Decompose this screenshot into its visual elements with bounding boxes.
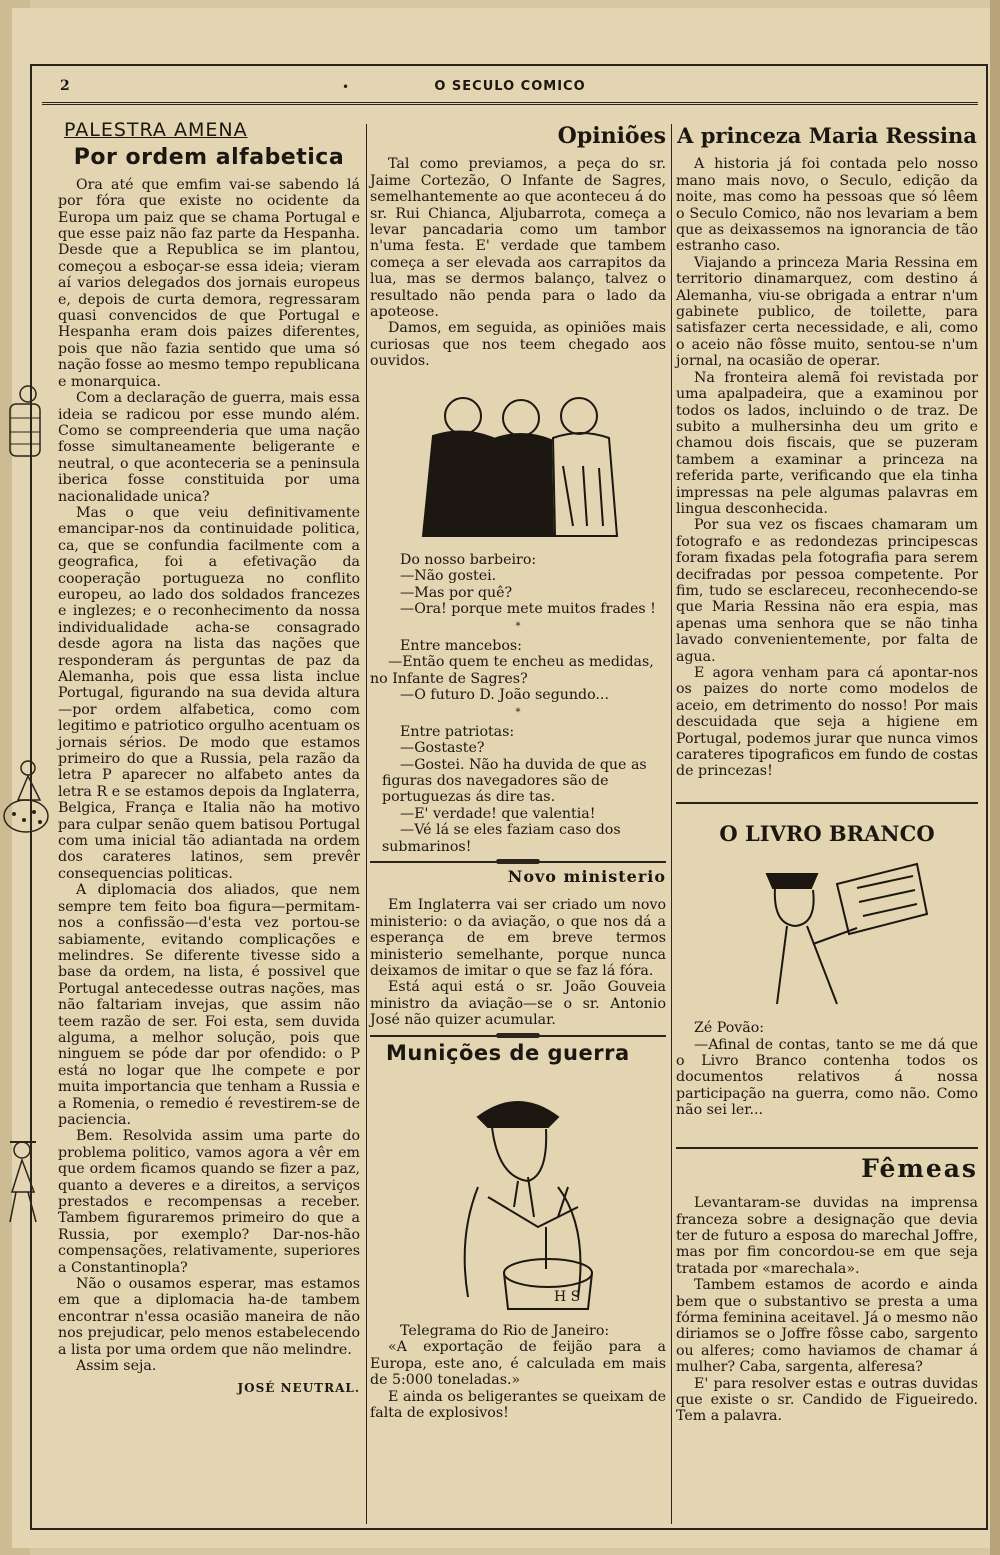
paragraph: A historia já foi contada pelo nosso mano mais novo, o Seculo, edição da noite, mas como ha pessoas que só lêem o Seculo Comico, não nos levariam a bem que as deixassemos na ignorancia de tão estranho caso. bbox=[676, 156, 978, 255]
ze-povao-illustration bbox=[717, 854, 937, 1014]
section-kicker: PALESTRA AMENA bbox=[64, 119, 248, 141]
article-heading-ministerio: Novo ministerio bbox=[507, 867, 666, 886]
paragraph: Assim seja. bbox=[76, 1358, 157, 1375]
dialogue-line: Do nosso barbeiro: bbox=[400, 551, 537, 568]
dancer-doodle-icon bbox=[0, 756, 52, 840]
article-heading-femeas: Fêmeas bbox=[861, 1153, 978, 1183]
dialogue-line: Entre patriotas: bbox=[400, 723, 515, 740]
column-princeza bbox=[676, 123, 978, 1425]
column-palestra bbox=[58, 119, 360, 1397]
dialogue-line: Entre mancebos: bbox=[400, 637, 522, 654]
dialogue-line: —Gostei. Não ha duvida de que as figuras dos navegadores são de portuguezas ás dire tas. bbox=[382, 756, 647, 806]
page-header bbox=[42, 74, 978, 105]
column-rule-2 bbox=[671, 124, 672, 1524]
paragraph: Tambem estamos de acordo e ainda bem que o substantivo se presta a uma fórma feminina aceitavel. Já o mesmo não diriamos se o Joffre fôsse cabo, sargento ou alferes; como haviamos de chamar á mulher? Caba, sargenta, alferesa? bbox=[676, 1277, 978, 1376]
paragraph: Zé Povão: bbox=[694, 1020, 765, 1037]
paragraph: Em Inglaterra vai ser criado um novo ministerio: o da aviação, o que nos dá a esperança de em breve termos ministerio semelhante, porque nunca deixamos de imitar o que se faz lá fóra. bbox=[370, 897, 666, 980]
paragraph: Não o ousamos esperar, mas estamos em que a diplomacia ha-de tambem encontrar n'essa ocasião maneira de não nos prejudicar, pelo menos estabelecendo a lista por uma ordem que não melindre. bbox=[58, 1276, 360, 1358]
article-heading-opinioes: Opiniões bbox=[557, 123, 666, 149]
newspaper-title: O SECULO COMICO bbox=[434, 79, 586, 94]
figure-doodle-icon bbox=[0, 1136, 48, 1226]
article-heading-princeza: A princeza Maria Ressina bbox=[677, 123, 977, 148]
paragraph: «A exportação de feijão para a Europa, este ano, é calculada em mais de 5:000 toneladas.» bbox=[370, 1339, 666, 1389]
paragraph: A diplomacia dos aliados, que nem sempre tem feito boa figura—permitam-nos a confissão—d'esta vez portou-se sabiamente, evitando complicações e melindres. Se diferente tivesse sido a base da ordem, na lista, é possivel que Portugal antecedesse outras nações, mas não faltariam invejas, que assim não teem razão de ser. Foi esta, sem duvida alguma, a melhor solução, pois que ninguem se póde dar por ofendido: o P está no logar que lhe compete e por muita importancia que tenham a Russia e a Romenia, o remedio é revestirem-se de paciencia. bbox=[58, 882, 360, 1128]
paragraph: E' para resolver estas e outras duvidas que existe o sr. Candido de Figueiredo. Tem a palavra. bbox=[676, 1375, 978, 1425]
header-dot: • bbox=[342, 80, 350, 94]
dialogue-line: —E' verdade! que valentia! bbox=[400, 805, 596, 822]
separator-star: * bbox=[515, 707, 521, 719]
barrel-doodle-icon bbox=[4, 382, 48, 460]
paragraph: Tal como previamos, a peça do sr. Jaime Cortezão, O Infante de Sagres, semelhantemente ao que aconteceu á do sr. Rui Chianca, Aljubarrota, começa a levar pancadaria como um tambor n'uma festa. E' verdade que tambem começa a ser elevada aos carrapitos da lua, mas se dermos balanço, talvez o resultado não penda para o lado da apoteose. bbox=[370, 156, 666, 321]
paragraph: Ora até que emfim vai-se sabendo lá por fóra que existe no ocidente da Europa um paiz que se chama Portugal e que esse paiz não faz parte da Hespanha. Desde que a Republica se im plantou, começou a esboçar-se essa ideia; vieram aí varios delegados dos jornais europeus e, depois de curta demora, regressaram quasi convencidos de que Portugal e Hespanha eram dois paizes diferentes, pois que não fazia sentido que uma só nação fosse ao mesmo tempo republicana e monarquica. bbox=[58, 176, 360, 390]
paragraph: Damos, em seguida, as opiniões mais curiosas que nos teem chegado aos ouvidos. bbox=[370, 320, 666, 370]
dialogue-line: —Então quem te encheu as medidas, no Infante de Sagres? bbox=[370, 654, 654, 687]
section-rule bbox=[676, 1147, 978, 1149]
paragraph: Viajando a princeza Maria Ressina em territorio dinamarquez, com destino á Alemanha, viu-se obrigada a entrar n'um gabinete publico, de toilette, para satisfazer certa necessidade, e ali, como o aceio não fôsse muito, sentou-se n'um jornal, na ocasião de operar. bbox=[676, 254, 978, 370]
paragraph: Levantaram-se duvidas na imprensa franceza sobre a designação que devia ter de futuro a esposa do marechal Joffre, mas por fim concordou-se em que seja tratada por «marechala». bbox=[676, 1195, 978, 1277]
paragraph: —Afinal de contas, tanto se me dá que o Livro Branco contenha todos os documentos relativos á nossa participação na guerra, como não. Como não sei ler... bbox=[676, 1036, 978, 1119]
page-edge bbox=[990, 0, 1000, 1555]
paragraph: Por sua vez os fiscaes chamaram um fotografo e as redondezas principescas foram fixadas pela fotografia para serem decifradas por pessoa competente. Por fim, tudo se esclareceu, reconhecendo-se que Maria Ressina não era espia, mas apenas uma senhora que se não tinha lavado convenientemente, por falta de agua. bbox=[676, 517, 978, 665]
column-opinioes bbox=[370, 123, 666, 1422]
separator-star: * bbox=[515, 621, 521, 633]
paragraph: Bem. Resolvida assim uma parte do problema politico, vamos agora a vêr em que ordem ficamos quando se fizer a paz, quanto a deveres e a direitos, a serviços prestados e recompensas a receber. Tambem figuraremos primeiro do que a Russia, por exemplo? Dar-nos-hão compensações, relativamente, superiores a Constantinopla? bbox=[58, 1128, 360, 1276]
illustration-monogram: H S bbox=[554, 1289, 581, 1306]
article-heading-alfabetica: Por ordem alfabetica bbox=[73, 145, 345, 171]
dialogue-line: —Mas por quê? bbox=[400, 584, 513, 601]
ornamental-rule bbox=[370, 861, 666, 863]
section-rule bbox=[676, 802, 978, 804]
dialogue-line: —Não gostei. bbox=[400, 568, 497, 585]
soldier-with-pot-illustration bbox=[418, 1077, 618, 1317]
three-friars-illustration bbox=[403, 376, 633, 546]
paragraph: E ainda os beligerantes se queixam de falta de explosivos! bbox=[370, 1388, 666, 1422]
paragraph: Está aqui está o sr. João Gouveia ministro da aviação—se o sr. Antonio José não quizer acumular. bbox=[370, 979, 666, 1029]
ornamental-rule bbox=[370, 1035, 666, 1037]
paragraph: Telegrama do Rio de Janeiro: bbox=[400, 1323, 610, 1340]
paragraph: Mas o que veiu definitivamente emancipar-nos da continuidade politica, ca, que se confundia facilmente com a geografica, foi a efetivação da cooperação portugueza no conflito europeu, ao lado dos soldados francezes e inglezes; e o reconhecimento da nossa individualidade acha-se consagrado desde agora na lista das nações que responderam ás perguntas de paz da Alemanha, pois que essa lista inclue Portugal, figurando na sua devida altura—por ordem alfabetica, como com legitimo e patriotico orgulho acentuam os jornais sérios. De modo que estamos primeiro do que a Russia, pela razão da letra P aparecer no alfabeto antes da letra R e se estamos depois da Inglaterra, Belgica, França e Italia não ha motivo para culpar senão quem batisou Portugal com uma inicial tão adiantada na ordem dos carateres latinos, sem prevêr consequencias politicas. bbox=[58, 504, 360, 882]
column-rule-1 bbox=[366, 124, 367, 1524]
signature: JOSÉ NEUTRAL. bbox=[237, 1381, 360, 1396]
dialogue-line: —Vé lá se eles faziam caso dos submarinos! bbox=[382, 822, 621, 855]
dialogue-line: —Gostaste? bbox=[400, 740, 485, 757]
paragraph: Na fronteira alemã foi revistada por uma apalpadeira, que a examinou por todos os lados, incluindo o de traz. De subito a mulhersinha deu um grito e chamou dois fiscais, que se puzeram tambem a examinar a princeza na referida parte, verificando que ela tinha impressas na pele algumas palavras em lingua desconhecida. bbox=[676, 369, 978, 517]
article-heading-livro-branco: O LIVRO BRANCO bbox=[719, 820, 935, 846]
page-number: 2 bbox=[60, 78, 70, 94]
article-heading-municoes: Munições de guerra bbox=[386, 1040, 630, 1065]
paragraph: Com a declaração de guerra, mais essa ideia se radicou por esse mundo além. Como se compreenderia que uma nação fosse simultaneamente beligerante e neutral, o que aconteceria se a peninsula iberica fosse constituida por uma nacionalidade unica? bbox=[58, 390, 360, 505]
dialogue-line: —Ora! porque mete muitos frades ! bbox=[400, 600, 656, 617]
dialogue-line: —O futuro D. João segundo... bbox=[400, 686, 609, 703]
paragraph: E agora venham para cá apontar-nos os paizes do norte como modelos de aceio, em detrimento do nosso! Por mais descuidada que seja a higiene em Portugal, podemos jurar que nunca vimos carateres tipograficos em fundo de costas de princezas! bbox=[676, 665, 978, 780]
